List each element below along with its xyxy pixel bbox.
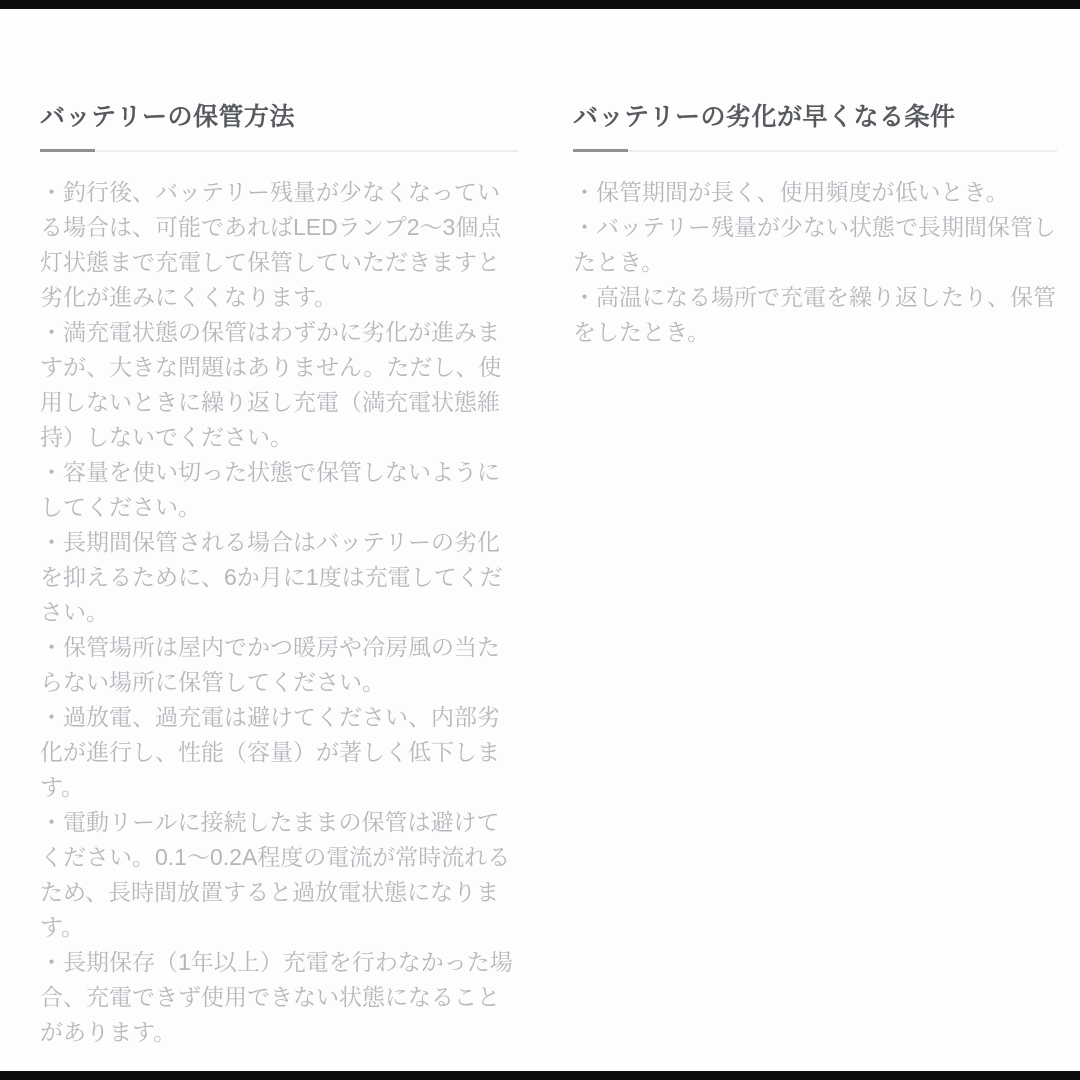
divider-accent bbox=[40, 149, 95, 152]
letterbox-top-bar bbox=[0, 0, 1080, 9]
degradation-bullet-list bbox=[573, 175, 1057, 350]
degradation-conditions-title: バッテリーの劣化が早くなる条件 bbox=[573, 103, 956, 131]
storage-title-divider bbox=[40, 149, 518, 152]
bullet-item: ・容量を使い切った状態で保管しないようにしてください。 bbox=[40, 459, 500, 520]
bullet-item: ・保管場所は屋内でかつ暖房や冷房風の当たらない場所に保管してください。 bbox=[40, 634, 500, 695]
bullet-item: ・釣行後、バッテリー残量が少なくなっている場合は、可能であればLEDランプ2〜3個点灯状態まで充電して保管していただきますと劣化が進みにくくなります。 bbox=[40, 179, 502, 310]
storage-bullet-list bbox=[40, 175, 518, 1050]
divider-line bbox=[40, 150, 518, 152]
bullet-item: ・高温になる場所で充電を繰り返したり、保管をしたとき。 bbox=[573, 284, 1056, 345]
bullet-item: ・過放電、過充電は避けてください、内部劣化が進行し、性能（容量）が著しく低下します。 bbox=[40, 704, 500, 800]
bullet-item: ・バッテリー残量が少ない状態で長期間保管したとき。 bbox=[573, 214, 1056, 275]
storage-method-title: バッテリーの保管方法 bbox=[40, 103, 296, 131]
bullet-item: ・長期保存（1年以上）充電を行わなかった場合、充電できず使用できない状態になることがあります。 bbox=[40, 949, 513, 1045]
divider-accent bbox=[573, 149, 628, 152]
degradation-conditions-section bbox=[573, 101, 1057, 350]
bullet-item: ・保管期間が長く、使用頻度が低いとき。 bbox=[573, 179, 1009, 205]
degradation-title-divider bbox=[573, 149, 1057, 152]
bullet-item: ・長期間保管される場合はバッテリーの劣化を抑えるために、6か月に1度は充電してください。 bbox=[40, 529, 503, 625]
storage-method-section bbox=[40, 101, 518, 1050]
letterbox-bottom-bar bbox=[0, 1071, 1080, 1080]
bullet-item: ・満充電状態の保管はわずかに劣化が進みますが、大きな問題はありません。ただし、使用しないときに繰り返し充電（満充電状態維持）しないでください。 bbox=[40, 319, 502, 450]
divider-line bbox=[573, 150, 1057, 152]
bullet-item: ・電動リールに接続したままの保管は避けてください。0.1〜0.2A程度の電流が常時流れるため、長時間放置すると過放電状態になります。 bbox=[40, 809, 511, 940]
